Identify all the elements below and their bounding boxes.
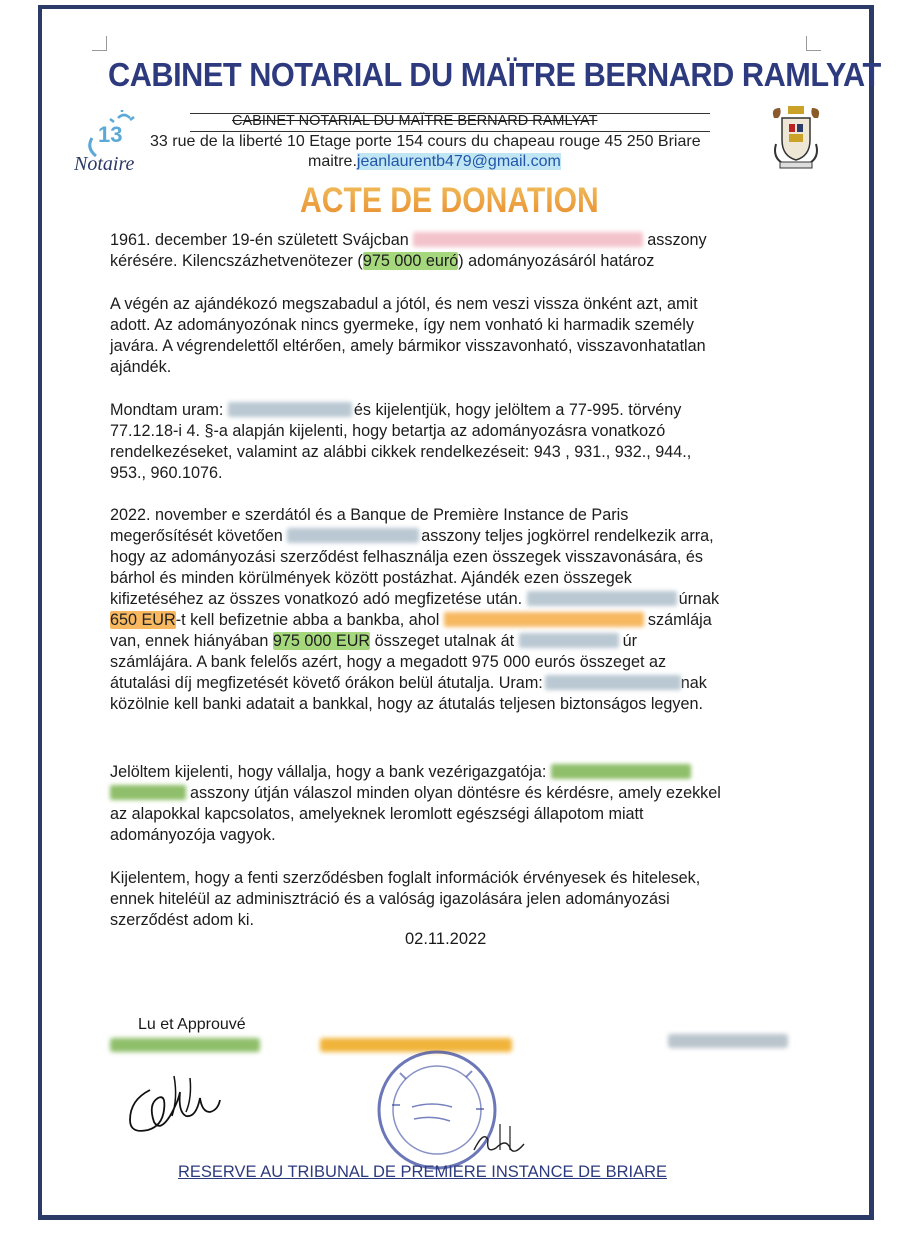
crest-emblem xyxy=(770,104,822,172)
text-line: ajándék. xyxy=(110,358,172,376)
email-prefix: maitre. xyxy=(308,153,357,170)
text-segment: kérésére. Kilencszázhetvenötezer ( xyxy=(110,252,363,270)
text-segment: kifizetéséhez az összes vonatkozó adó megfizetése után. xyxy=(110,590,527,608)
redacted-name xyxy=(413,232,643,247)
firm-subtitle-struck: CABINET NOTARIAL DU MAÏTRE BERNARD RAMLYAT xyxy=(232,113,598,129)
text-segment: úrnak xyxy=(678,590,720,608)
document-date: 02.11.2022 xyxy=(405,930,487,948)
text-segment: Mondtam uram: xyxy=(110,401,228,419)
text-segment: asszony útján válaszol minden olyan döntésre és kérdésre, amely ezekkel xyxy=(190,784,721,802)
notaire-logo-text: Notaire xyxy=(74,153,135,175)
text-segment: asszony teljes jogkörrel rendelkezik arra, xyxy=(421,527,714,545)
text-segment: van, ennek hiányában xyxy=(110,632,273,650)
text-line: Kijelentem, hogy a fenti szerződésben foglalt információk érvényesek és hitelesek, xyxy=(110,869,701,887)
text-segment: úr xyxy=(622,632,637,650)
paragraph-6 xyxy=(110,868,810,931)
redacted-name xyxy=(551,764,691,779)
text-line: 77.12.18-i 4. §-a alapján kijelenti, hogy betartja az adományozásra vonatkozó xyxy=(110,422,666,440)
redacted-signatory-name xyxy=(668,1034,788,1048)
document-title: ACTE DE DONATION xyxy=(300,181,599,220)
text-line: 953., 960.1076. xyxy=(110,464,223,482)
paragraph-4 xyxy=(110,505,810,715)
text-segment: ) adományozásáról határoz xyxy=(458,252,655,270)
text-line: adott. Az adományozónak nincs gyermeke, így nem vonható ki harmadik személy xyxy=(110,316,694,334)
redacted-name xyxy=(527,591,677,606)
stamp-signature xyxy=(470,1120,530,1160)
text-line xyxy=(110,526,810,547)
firm-address: 33 rue de la liberté 10 Etage porte 154 cours du chapeau rouge 45 250 Briare xyxy=(150,133,701,150)
crop-mark-top-right xyxy=(806,36,821,51)
text-line xyxy=(110,673,810,694)
redacted-name xyxy=(545,675,681,690)
handwritten-signature xyxy=(120,1070,230,1140)
redacted-name xyxy=(228,402,352,417)
firm-title: CABINET NOTARIAL DU MAÏTRE BERNARD RAMLYAT xyxy=(108,56,881,93)
text-line: javára. A végrendelettől eltérően, amely bármikor visszavonható, visszavonhatatlan xyxy=(110,337,706,355)
paragraph-3 xyxy=(110,400,810,484)
fee-highlight: 650 EUR xyxy=(110,611,176,629)
text-line: az alapokkal kapcsolatos, amelyeknek leromlott egészségi állapotom miatt xyxy=(110,805,644,823)
text-line: közölnie kell banki adatait a bankkal, hogy az átutalás teljesen biztonságos legyen. xyxy=(110,695,704,713)
svg-text:13: 13 xyxy=(98,122,123,147)
redacted-bank xyxy=(444,612,644,627)
text-segment: -t kell befizetnie abba a bankba, ahol xyxy=(175,611,444,629)
redacted-name xyxy=(519,633,619,648)
paragraph-5 xyxy=(110,762,810,846)
text-line: bárhol és minden körülmények között postázhat. Ajándék ezen összegek xyxy=(110,569,632,587)
crop-mark-top-left xyxy=(92,36,107,51)
text-line: hogy az adományozási szerződést felhasználja ezen összegek visszavonására, és xyxy=(110,548,703,566)
text-segment: megerősítését követően xyxy=(110,527,288,545)
redacted-signatory-name xyxy=(110,1038,260,1052)
amount-highlight: 975 000 euró xyxy=(362,252,459,270)
text-segment: 1961. december 19-én született Svájcban xyxy=(110,231,414,249)
text-segment: nak xyxy=(680,674,707,692)
text-line: A végén az ajándékozó megszabadul a jótól, és nem veszi vissza önként azt, amit xyxy=(110,295,698,313)
text-line xyxy=(110,230,810,251)
text-line xyxy=(110,400,810,421)
read-approved-label: Lu et Approuvé xyxy=(138,1016,246,1033)
firm-email xyxy=(308,153,561,171)
redacted-name xyxy=(110,785,186,800)
text-line: adományozója vagyok. xyxy=(110,826,276,844)
text-line: ennek hiteléül az adminisztráció és a valóság igazolására jelen adományozási xyxy=(110,890,670,908)
redacted-name xyxy=(287,528,419,543)
text-segment: Jelöltem kijelenti, hogy vállalja, hogy a bank vezérigazgatója: xyxy=(110,763,547,781)
text-line xyxy=(110,610,810,631)
court-reserved-footer: RESERVE AU TRIBUNAL DE PREMIERE INSTANCE DE BRIARE xyxy=(178,1163,668,1181)
text-segment: összeget utalnak át xyxy=(370,632,519,650)
text-line: szerződést adom ki. xyxy=(110,911,254,929)
text-segment: átutalási díj megfizetését követő órákon belül átutalja. Uram: xyxy=(110,674,543,692)
text-line: számlájára. A bank felelős azért, hogy a megadott 975 000 eurós összeget az xyxy=(110,653,667,671)
text-segment: és kijelentjük, hogy jelöltem a 77-995. törvény xyxy=(353,401,682,419)
text-line xyxy=(110,251,810,272)
paragraph-2 xyxy=(110,294,810,378)
text-segment: számlája xyxy=(647,611,712,629)
text-segment: asszony xyxy=(647,231,707,249)
text-line xyxy=(110,762,810,783)
text-line xyxy=(110,783,810,804)
notaire-logo xyxy=(74,108,164,178)
header-rule-bottom xyxy=(190,131,710,132)
text-line xyxy=(110,589,810,610)
text-line: rendelkezéseket, valamint az alábbi cikkek rendelkezéseit: 943 , 931., 932., 944., xyxy=(110,443,692,461)
paragraph-1 xyxy=(110,230,810,272)
email-address: jeanlaurentb479@gmail.com xyxy=(356,153,561,170)
text-line xyxy=(110,631,810,652)
text-line: 2022. november e szerdától és a Banque de Première Instance de Paris xyxy=(110,506,629,524)
amount-highlight: 975 000 EUR xyxy=(272,632,371,650)
